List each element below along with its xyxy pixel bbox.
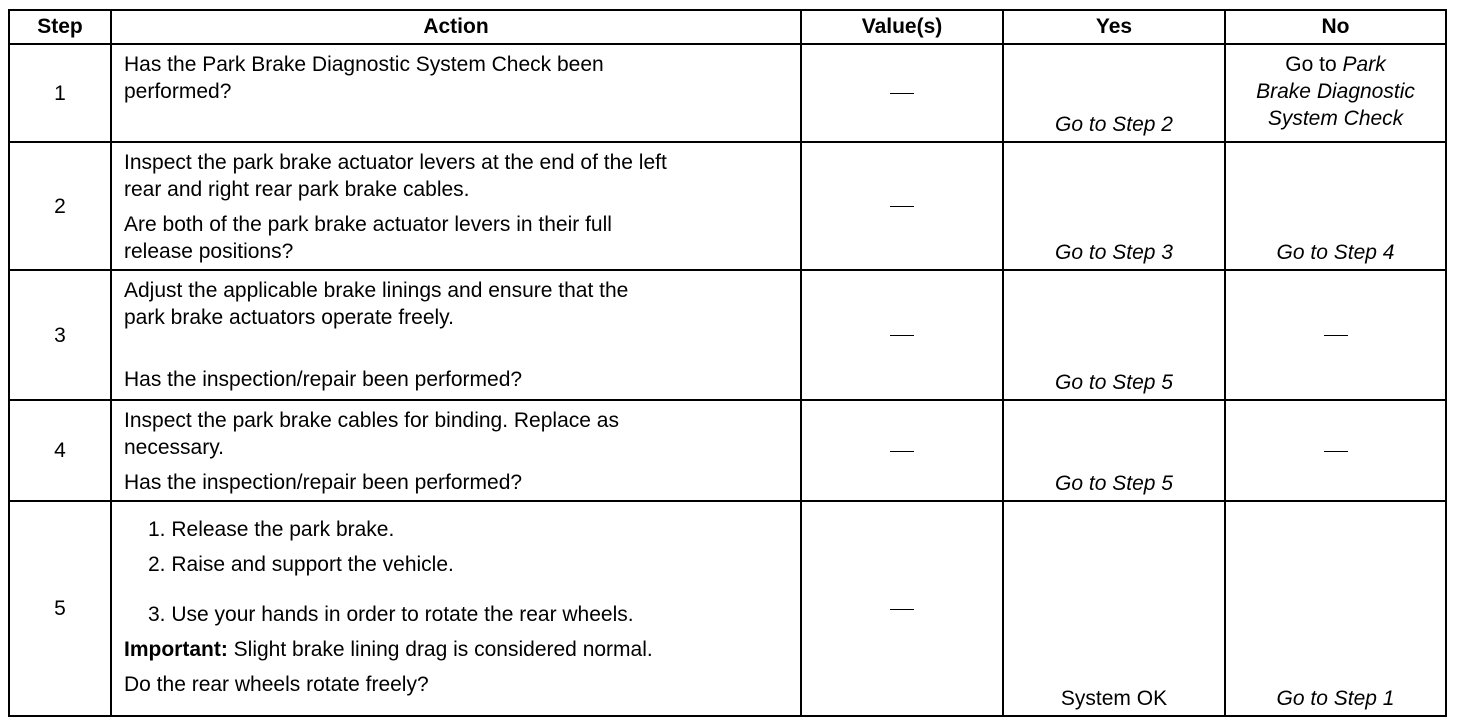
value-dash [890,206,914,207]
table-row-step-1 [9,44,1446,142]
no-dash [1324,451,1348,452]
action-text: Adjust the applicable brake linings and ensure that the [124,279,629,302]
action-cell [111,400,801,501]
yes-cell: Go to Step 2 [1003,44,1225,142]
header-no: No [1225,10,1446,44]
value-cell [801,400,1003,501]
no-cell [1225,270,1446,400]
diagnostic-table [8,9,1447,717]
yes-cell: Go to Step 5 [1003,270,1225,400]
step-number: 2 [9,142,111,270]
action-cell [111,44,801,142]
action-question: Has the inspection/repair been performed? [124,471,523,494]
no-cell: Go to Step 1 [1225,501,1446,716]
action-cell [111,142,801,270]
yes-cell: Go to Step 3 [1003,142,1225,270]
important-label: Important: [124,638,228,661]
action-cell [111,501,801,716]
table-row-step-3 [9,270,1446,400]
action-text: necessary. [124,436,224,459]
value-cell [801,501,1003,716]
header-values: Value(s) [801,10,1003,44]
step-number: 5 [9,501,111,716]
value-cell [801,142,1003,270]
yes-cell: System OK [1003,501,1225,716]
action-text: park brake actuators operate freely. [124,306,454,329]
value-dash [890,609,914,610]
action-text: Has the Park Brake Diagnostic System Check been [124,53,604,76]
step-number: 1 [9,44,111,142]
action-question: Has the inspection/repair been performed? [124,368,523,391]
action-text: rear and right rear park brake cables. [124,178,470,201]
no-link-text: Park [1342,53,1386,76]
table-row-step-2 [9,142,1446,270]
header-step: Step [9,10,111,44]
important-text: Slight brake lining drag is considered normal. [227,638,653,661]
table-row-step-4 [9,400,1446,501]
action-text: performed? [124,80,232,103]
action-cell [111,270,801,400]
no-cell [1225,400,1446,501]
value-dash [890,335,914,336]
no-link-text: Brake Diagnostic [1256,80,1415,103]
header-action: Action [111,10,801,44]
action-question: Are both of the park brake actuator levers in their full [124,213,612,236]
important-note [124,636,790,663]
action-question: Do the rear wheels rotate freely? [124,673,429,696]
list-item: 3. Use your hands in order to rotate the rear wheels. [148,603,634,626]
value-dash [890,93,914,94]
step-number: 4 [9,400,111,501]
value-cell [801,44,1003,142]
no-link-text: System Check [1267,107,1404,130]
no-text: Go to [1285,53,1337,76]
no-dash [1324,335,1348,336]
action-question: release positions? [124,240,294,263]
action-text: Inspect the park brake actuator levers at the end of the left [124,151,667,174]
no-cell: Go to Step 4 [1225,142,1446,270]
yes-cell: Go to Step 5 [1003,400,1225,501]
table-row-step-5 [9,501,1446,716]
action-text: Inspect the park brake cables for binding. Replace as [124,409,619,432]
value-cell [801,270,1003,400]
no-cell [1225,44,1446,142]
header-yes: Yes [1003,10,1225,44]
step-number: 3 [9,270,111,400]
value-dash [890,451,914,452]
list-item: 2. Raise and support the vehicle. [148,553,454,576]
header-row [9,10,1446,44]
list-item: 1. Release the park brake. [148,518,395,541]
